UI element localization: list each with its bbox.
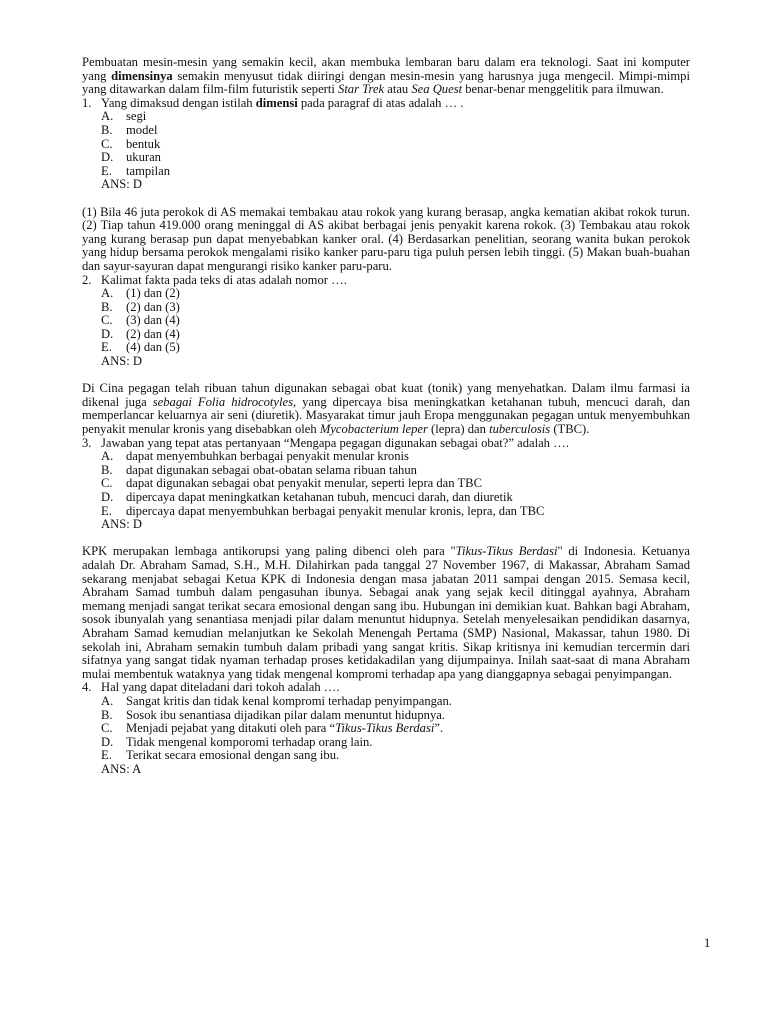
options-4 <box>82 695 690 763</box>
answer-3: ANS: D <box>101 517 142 532</box>
option-a: A. segi <box>101 109 147 124</box>
option-b: B. dapat digunakan sebagai obat-obatan selama ribuan tahun <box>101 462 417 477</box>
question-3 <box>82 437 690 451</box>
option-b: B. Sosok ibu senantiasa dijadikan pilar dalam menuntut hidupnya. <box>101 707 445 722</box>
passage-text: semakin menyusut tidak diiringi dengan mesin-mesin yang harusnya juga mengecil. Mimpi-mimpi yang ditawarkan dalam film-film futuristik seperti <box>82 68 690 97</box>
passage-4: KPK merupakan lembaga antikorupsi yang paling dibenci oleh para "Tikus-Tikus Berdasi" di Indonesia. Ketuanya adalah Dr. Abraham Samad, S.H., M.H. Dilahirkan pada tanggal 27 November 1967, di Makassar, Abraham Samad sekarang menjabat sebagai Ketua KPK di Indonesia dengan masa jabatan 2011 sampai dengan 2015. Semasa kecil, Abraham Samad tumbuh dalam pengasuhan ibunya. Sebagai anak yang sejak kecil ditinggal ayahnya, Abraham memang menjadi sangat terikat secara emosional dengan sang ibu. Hubungan ini demikian kuat. Bahkan bagi Abraham, sosok ibunyalah yang senantiasa menjadi pilar dalam menuntut hidupnya. Setelah menyelesaikan pendidikan dasarnya, Abraham Samad kemudian melanjutkan ke Sekolah Menengah Pertama (SMP) Nasional, Makassar, tahun 1980. Di sekolah ini, Abraham semakin tumbuh dalam pribadi yang sangat kritis. Sikap kritisnya ini kemudian tercermin dari sifatnya yang sangat tidak nyaman terhadap proses ketidakadilan yang dijumpainya. Inilah saat-saat di mana Abraham mulai membentuk wataknya yang tidak mengenal kompromi terhadap apa yang dianggapnya sebagai penyimpangan. <box>82 544 690 681</box>
passage-text: Pembuatan mesin-mesin yang semakin kecil, akan membuka lembaran baru dalam era teknologi. Saat ini komputer yang <box>82 55 690 83</box>
option-a: A. dapat menyembuhkan berbagai penyakit menular kronis <box>101 449 409 464</box>
question-number: 3. <box>82 435 92 450</box>
question-text: Yang dimaksud dengan istilah dimensi pada paragraf di atas adalah … . <box>101 95 464 110</box>
option-c: C. dapat digunakan sebagai obat penyakit menular, seperti lepra dan TBC <box>101 476 482 491</box>
option-e: E. Terikat secara emosional dengan sang ibu. <box>101 748 340 763</box>
passage-text: atau <box>384 82 412 97</box>
page-number: 1 <box>704 936 711 950</box>
passage-2: (1) Bila 46 juta perokok di AS memakai tembakau atau rokok yang kurang berasap, angka kematian akibat rokok turun. (2) Tiap tahun 419.000 orang meninggal di AS akibat berbagai jenis penyakit karena rokok. (3) Tembakau atau rokok yang kurang berasap pun dapat menyebabkan kanker oral. (4) Berdasarkan penelitian, seorang wanita bukan perokok yang hidup bersama perokok mengalami risiko kanker paru-paru tiga puluh persen lebih tinggi. (5) Makan buah-buahan dan sayur-sayuran dapat mengurangi risiko kanker paru-paru. <box>82 204 690 273</box>
italic-title: Sea Quest <box>411 82 463 97</box>
italic-term: Tikus-Tikus Berdasi <box>335 721 435 736</box>
question-2 <box>82 274 690 288</box>
option-d: D. (2) dan (4) <box>101 326 180 341</box>
option-c: C. bentuk <box>101 136 161 151</box>
bold-term: dimensinya <box>111 68 173 83</box>
document-page <box>82 56 690 790</box>
question-1 <box>82 97 690 111</box>
bold-term: dimensi <box>255 95 298 110</box>
question-number: 4. <box>82 680 92 695</box>
option-c: C. (3) dan (4) <box>101 313 180 328</box>
option-d: D. ukuran <box>101 150 161 165</box>
italic-term: tuberculosis <box>489 422 551 437</box>
options-2 <box>82 287 690 355</box>
question-text: Kalimat fakta pada teks di atas adalah nomor …. <box>101 272 347 287</box>
option-a: A. Sangat kritis dan tidak kenal kompromi terhadap penyimpangan. <box>101 693 452 708</box>
italic-term: Mycobacterium leper <box>319 422 428 437</box>
answer-2: ANS: D <box>101 354 142 369</box>
option-e: E. (4) dan (5) <box>101 340 180 355</box>
question-4 <box>82 681 690 695</box>
question-text: Jawaban yang tepat atas pertanyaan “Mengapa pegagan digunakan sebagai obat?” adalah …. <box>101 435 569 450</box>
option-b: B. (2) dan (3) <box>101 299 180 314</box>
italic-term: sebagai Folia hidrocotyles <box>152 394 293 409</box>
option-d: D. Tidak mengenal komporomi terhadap orang lain. <box>101 734 373 749</box>
option-e: E. dipercaya dapat menyembuhkan berbagai penyakit menular kronis, lepra, dan TBC <box>101 503 545 518</box>
options-3 <box>82 450 690 518</box>
option-d: D. dipercaya dapat meningkatkan ketahanan tubuh, mencuci darah, dan diuretik <box>101 490 513 504</box>
question-block-2 <box>82 206 690 369</box>
passage-1 <box>82 56 690 97</box>
option-b: B. model <box>101 122 158 137</box>
italic-term: Tikus-Tikus Berdasi <box>455 544 558 559</box>
answer-4: ANS: A <box>101 761 142 776</box>
question-number: 1. <box>82 95 92 110</box>
passage-text: benar-benar menggelitik para ilmuwan. <box>462 82 664 97</box>
question-text: Hal yang dapat diteladani dari tokoh adalah …. <box>101 680 340 695</box>
italic-title: Star Trek <box>338 82 385 97</box>
question-number: 2. <box>82 272 92 287</box>
passage-3: Di Cina pegagan telah ribuan tahun digunakan sebagai obat kuat (tonik) yang menyehatkan. Dalam ilmu farmasi ia dikenal juga sebagai Folia hidrocotyles, yang dipercaya bisa meningkatkan ketahanan tubuh, mencuci darah, dan memperlancar keluarnya air seni (diuretik). Masyarakat timur jauh Eropa menggunakan pegagan untuk menyembuhkan penyakit menular kronis yang disebabkan oleh Mycobacterium leper (lepra) dan tuberculosis (TBC). <box>82 381 691 437</box>
question-block-4 <box>82 545 690 776</box>
option-c: C. Menjadi pejabat yang ditakuti oleh para “Tikus-Tikus Berdasi”. <box>101 721 444 736</box>
options-1 <box>82 110 690 178</box>
option-e: E. tampilan <box>101 163 171 178</box>
answer-1: ANS: D <box>101 177 142 192</box>
question-block-3 <box>82 382 690 532</box>
question-block-1 <box>82 56 690 192</box>
option-a: A. (1) dan (2) <box>101 286 180 301</box>
